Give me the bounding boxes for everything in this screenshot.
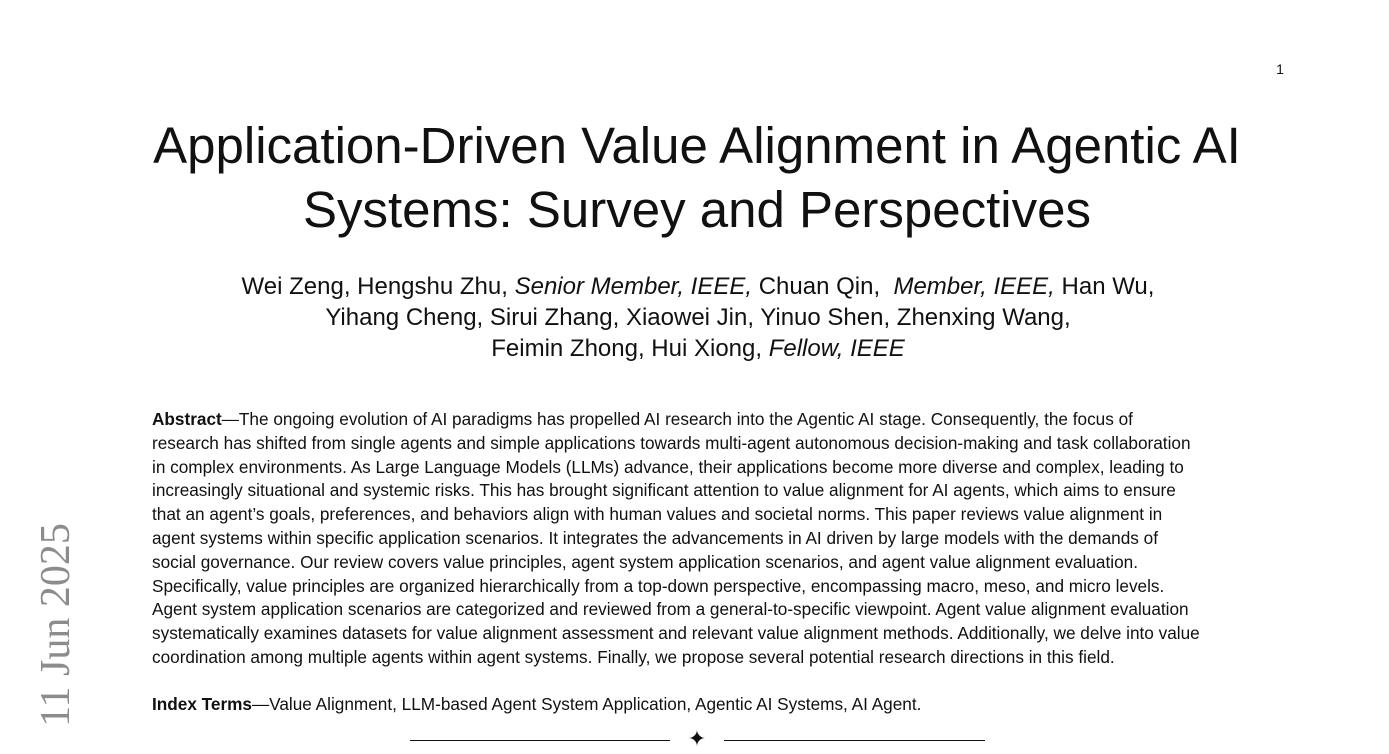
index-terms: [152, 693, 1252, 717]
author-line-3: [100, 333, 1296, 364]
author-line-2: Yihang Cheng, Sirui Zhang, Xiaowei Jin, Yinuo Shen, Zhenxing Wang,: [325, 304, 1071, 331]
abstract-line: that an agent’s goals, preferences, and behaviors align with human values and societal norms. This paper reviews value alignment in: [152, 504, 1163, 525]
abstract-label: Abstract: [152, 409, 222, 429]
abstract-line: systematically examines datasets for value alignment assessment and relevant value alignment methods. Additionally, we delve into value: [152, 623, 1200, 644]
abstract-text: The ongoing evolution of AI paradigms has propelled AI research into the Agentic AI stage. Consequently, the focus of: [238, 409, 1133, 429]
author-line-1: [100, 271, 1296, 302]
abstract-line: research has shifted from single agents and simple applications towards multi-agent autonomous decision-making and task collaboration: [152, 432, 1191, 453]
author-names: Chuan Qin,: [752, 273, 894, 300]
index-terms-label: Index Terms: [152, 694, 252, 714]
separator-rule-right: [724, 740, 985, 741]
arxiv-date-stamp: 11 Jun 2025: [33, 523, 79, 727]
author-role: Member, IEEE,: [893, 273, 1055, 300]
abstract-line: Specifically, value principles are organized hierarchically from a top-down perspective, encompassing macro, meso, and micro levels.: [152, 575, 1165, 596]
title-line-2: Systems: Survey and Perspectives: [303, 181, 1091, 238]
abstract: [152, 408, 1252, 670]
abstract-line: [152, 408, 1252, 432]
separator-rule-left: [410, 740, 670, 741]
author-role: Fellow, IEEE: [768, 335, 905, 362]
author-names: Feimin Zhong, Hui Xiong,: [491, 335, 769, 362]
abstract-line: in complex environments. As Large Language Models (LLMs) advance, their applications become more diverse and complex, leading to: [152, 456, 1184, 477]
author-role: Senior Member, IEEE,: [514, 273, 753, 300]
index-terms-line: [152, 693, 1252, 717]
paper-title: [60, 114, 1334, 242]
abstract-line: coordination among multiple agents within agent systems. Finally, we propose several potential research directions in this field.: [152, 646, 1115, 667]
index-terms-text: Value Alignment, LLM-based Agent System Application, Agentic AI Systems, AI Agent.: [269, 694, 922, 714]
abstract-line: Agent system application scenarios are categorized and reviewed from a general-to-specific viewpoint. Agent value alignment evaluation: [152, 599, 1189, 620]
separator-ornament-icon: ✦: [687, 727, 707, 752]
author-list: [100, 271, 1296, 364]
page-number: 1: [1276, 61, 1284, 77]
abstract-line: social governance. Our review covers value principles, agent system application scenarios, and agent value alignment evaluation.: [152, 551, 1138, 572]
author-names: Wei Zeng, Hengshu Zhu,: [241, 273, 515, 300]
author-names: Han Wu,: [1054, 273, 1155, 300]
abstract-line: increasingly situational and systemic risks. This has brought significant attention to value alignment for AI agents, which aims to ensure: [152, 480, 1176, 501]
abstract-dash: —: [221, 409, 239, 429]
abstract-line: agent systems within specific application scenarios. It integrates the advancements in AI driven by large models with the demands of: [152, 527, 1158, 548]
title-line-1: Application-Driven Value Alignment in Agentic AI: [153, 117, 1241, 174]
index-terms-dash: —: [251, 694, 270, 714]
